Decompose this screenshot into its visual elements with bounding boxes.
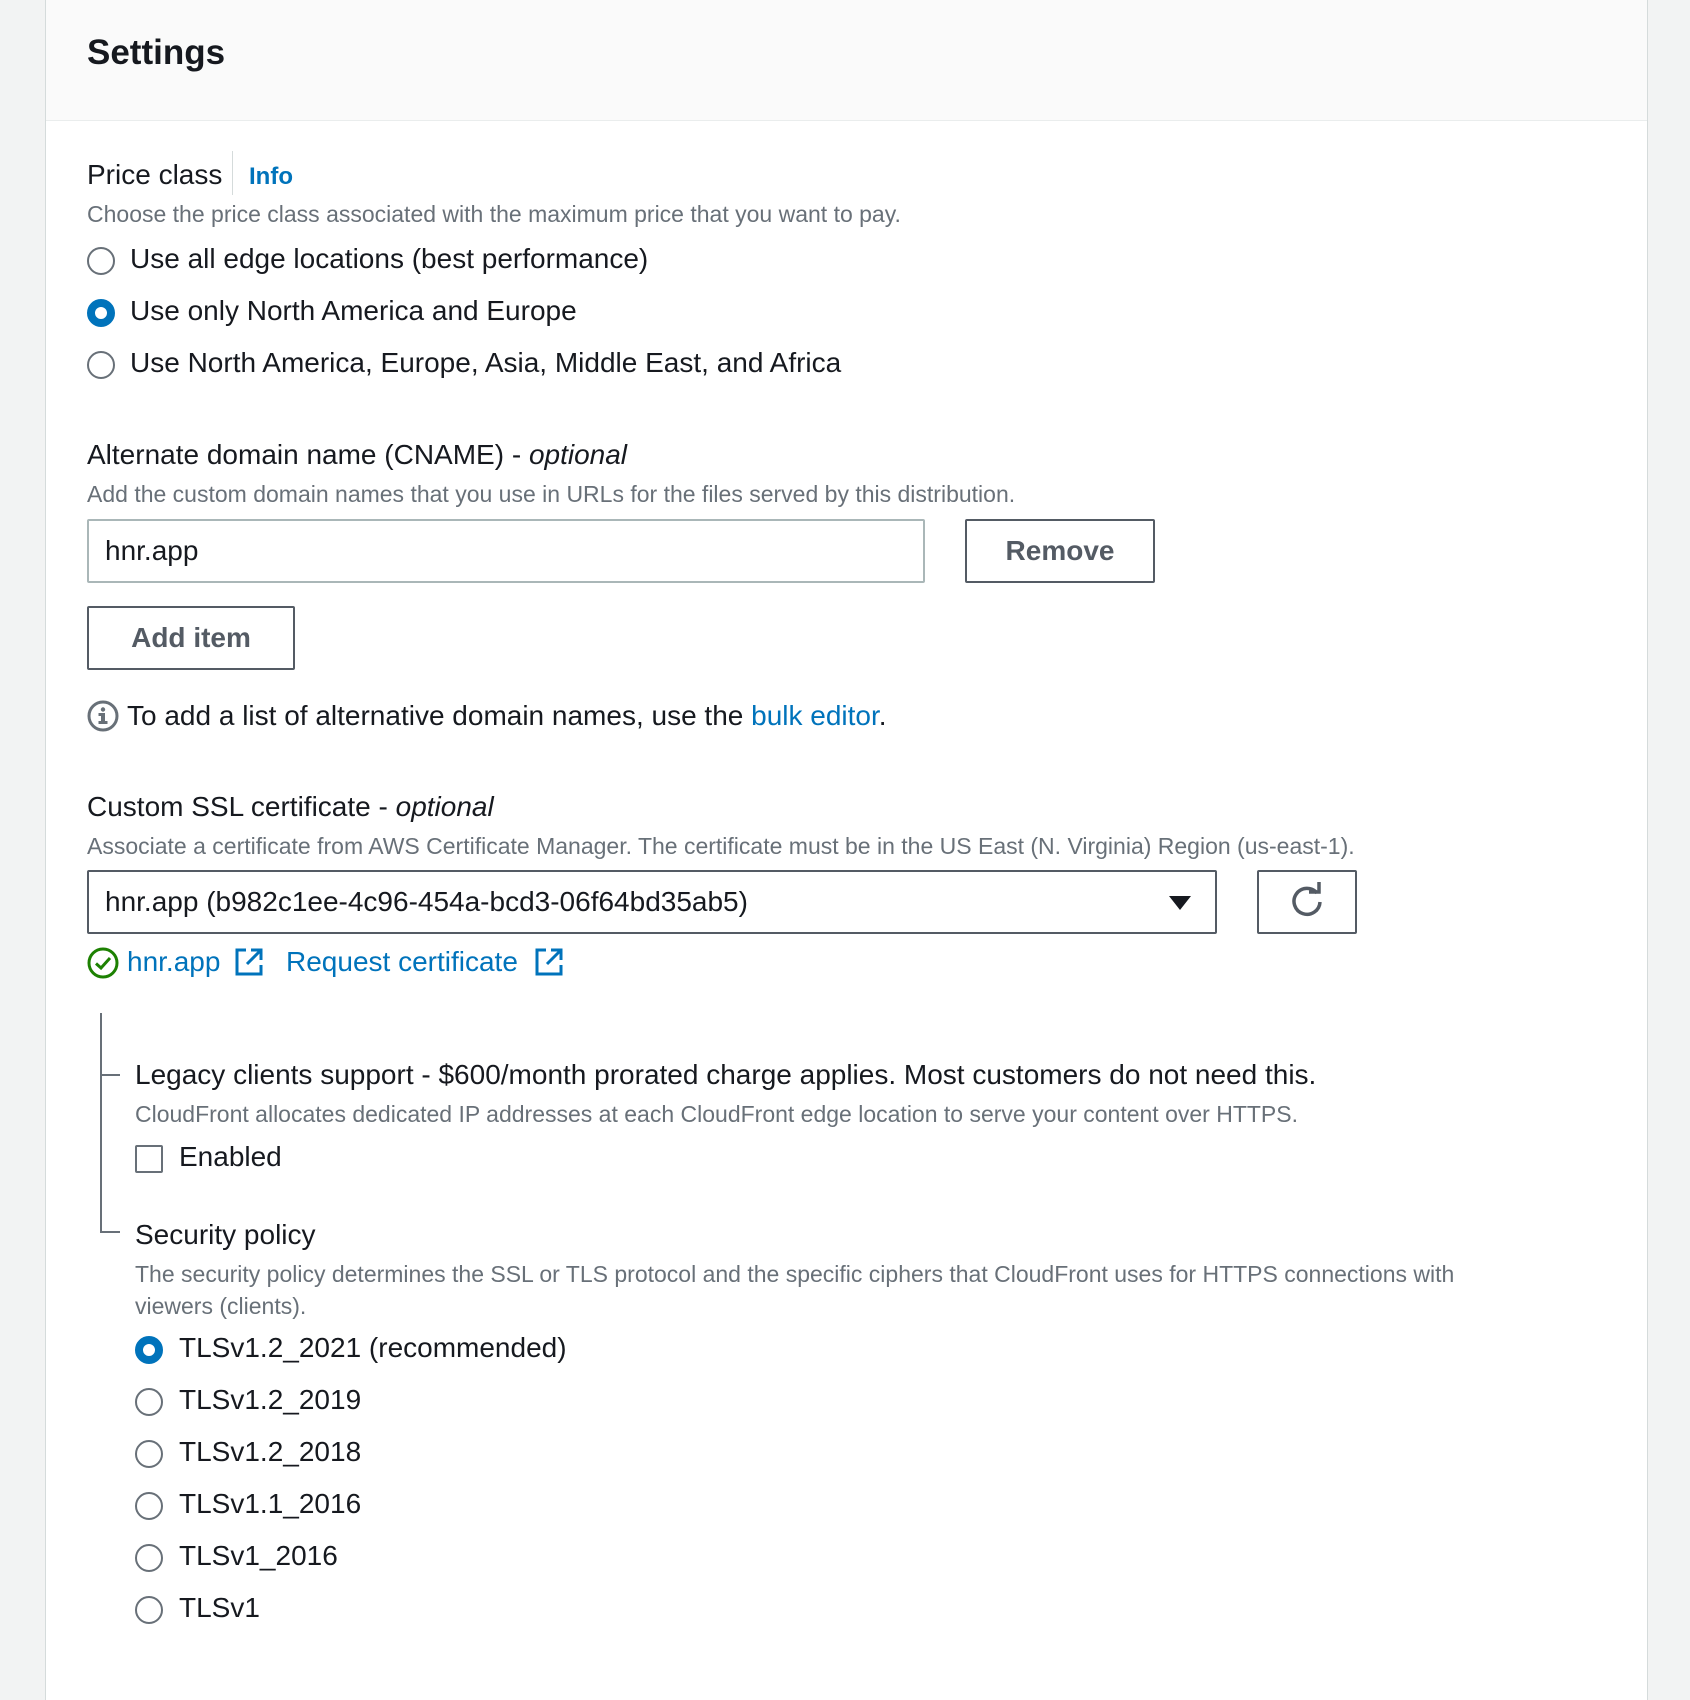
cname-input[interactable]: hnr.app <box>87 519 925 583</box>
tree-vertical-line <box>100 1013 102 1233</box>
security-policy-radio-tls12-2018[interactable] <box>135 1440 163 1468</box>
panel-header <box>46 0 1647 121</box>
panel-title: Settings <box>87 33 226 72</box>
security-policy-radio-tls11-2016[interactable] <box>135 1492 163 1520</box>
legacy-clients-label: Legacy clients support - $600/month prorated charge applies. Most customers do not need this. <box>135 1059 1317 1090</box>
bulk-editor-link[interactable]: bulk editor <box>751 700 879 731</box>
tree-branch-line <box>100 1074 120 1076</box>
security-policy-radio-tls12-2021[interactable] <box>135 1336 163 1364</box>
certificate-link[interactable]: hnr.app <box>127 946 221 977</box>
security-policy-option-label[interactable]: TLSv1_2016 <box>179 1540 338 1571</box>
cname-label-text: Alternate domain name (CNAME) - <box>87 439 529 470</box>
bulk-editor-hint-suffix: . <box>878 700 887 731</box>
external-link-icon[interactable] <box>234 947 264 977</box>
settings-panel <box>45 0 1648 1700</box>
legacy-enabled-checkbox[interactable] <box>135 1145 163 1173</box>
legacy-clients-description: CloudFront allocates dedicated IP addresses at each CloudFront edge location to serve your content over HTTPS. <box>135 1101 1298 1127</box>
refresh-button[interactable] <box>1257 870 1357 934</box>
ssl-description: Associate a certificate from AWS Certificate Manager. The certificate must be in the US East (N. Virginia) Region (us-east-1). <box>87 833 1355 859</box>
price-class-option-label[interactable]: Use all edge locations (best performance) <box>130 243 649 274</box>
ssl-certificate-select[interactable] <box>87 870 1217 934</box>
ssl-label-text: Custom SSL certificate - <box>87 791 396 822</box>
ssl-optional: optional <box>395 791 494 822</box>
price-class-info-link[interactable]: Info <box>249 163 293 190</box>
security-policy-description-cont: viewers (clients). <box>135 1293 307 1319</box>
price-class-description: Choose the price class associated with the maximum price that you want to pay. <box>87 201 901 227</box>
remove-button[interactable]: Remove <box>965 519 1155 583</box>
security-policy-radio-tls1-2016[interactable] <box>135 1544 163 1572</box>
security-policy-radio-tls1[interactable] <box>135 1596 163 1624</box>
price-class-radio-all[interactable] <box>87 247 115 275</box>
legacy-enabled-label[interactable]: Enabled <box>179 1141 282 1172</box>
price-class-option-label[interactable]: Use North America, Europe, Asia, Middle East, and Africa <box>130 347 842 378</box>
security-policy-option-label[interactable]: TLSv1 <box>179 1592 260 1623</box>
ssl-label <box>87 791 494 823</box>
security-policy-option-label[interactable]: TLSv1.2_2018 <box>179 1436 362 1467</box>
check-circle-icon <box>87 947 119 979</box>
cname-optional: optional <box>528 439 628 470</box>
page-background-right <box>1648 0 1690 1700</box>
add-item-button[interactable]: Add item <box>87 606 295 670</box>
cname-label <box>87 439 627 471</box>
bulk-editor-hint-text: To add a list of alternative domain names, use the <box>127 700 752 731</box>
info-icon <box>87 700 119 732</box>
price-class-radio-na-eu[interactable] <box>87 299 115 327</box>
price-class-label: Price class <box>87 159 223 190</box>
ssl-selected-value: hnr.app (b982c1ee-4c96-454a-bcd3-06f64bd35ab5) <box>105 886 748 917</box>
security-policy-description: The security policy determines the SSL or TLS protocol and the specific ciphers that CloudFront uses for HTTPS connections with <box>135 1261 1455 1287</box>
cname-description: Add the custom domain names that you use in URLs for the files served by this distribution. <box>87 481 1016 507</box>
security-policy-label: Security policy <box>135 1219 316 1250</box>
tree-branch-line <box>100 1231 120 1233</box>
price-class-radio-na-eu-asia[interactable] <box>87 351 115 379</box>
caret-down-icon <box>1169 896 1191 910</box>
bulk-editor-hint <box>127 700 887 732</box>
security-policy-option-label[interactable]: TLSv1.1_2016 <box>179 1488 362 1519</box>
refresh-icon <box>1287 882 1327 922</box>
info-separator <box>232 151 233 195</box>
price-class-option-label[interactable]: Use only North America and Europe <box>130 295 577 326</box>
request-certificate-link[interactable]: Request certificate <box>286 946 518 977</box>
security-policy-option-label[interactable]: TLSv1.2_2019 <box>179 1384 362 1415</box>
security-policy-option-label[interactable]: TLSv1.2_2021 (recommended) <box>179 1332 567 1363</box>
security-policy-radio-tls12-2019[interactable] <box>135 1388 163 1416</box>
external-link-icon[interactable] <box>534 947 564 977</box>
